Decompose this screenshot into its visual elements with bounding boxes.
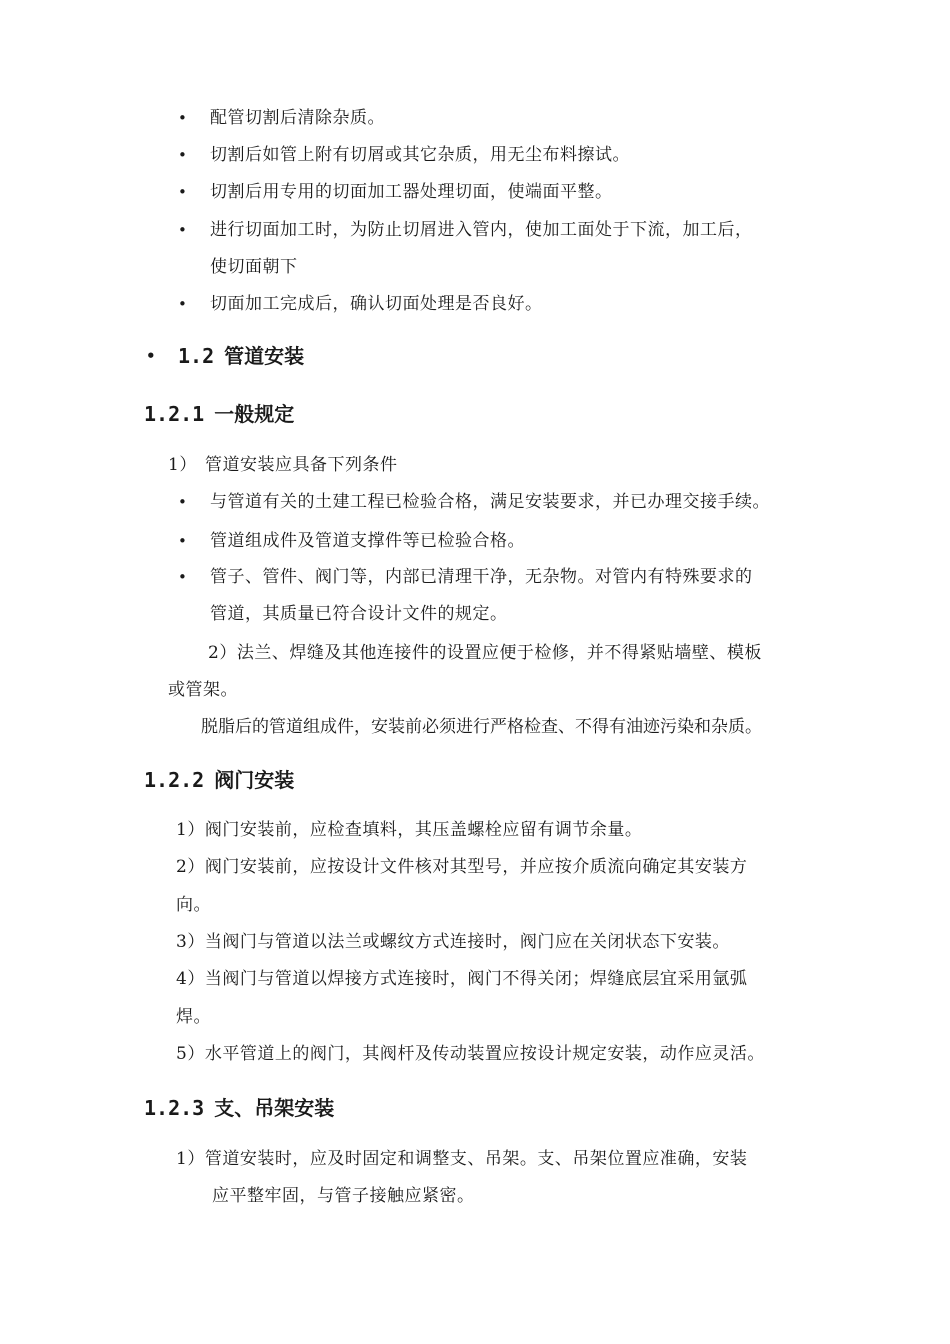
section-heading-1-2 [178,342,304,370]
valve-item-1: 1）阀门安装前，应检查填料，其压盖螺栓应留有调节余量。 [176,820,643,840]
bullet-dot: • [178,532,187,550]
valve-item-2-cont: 向。 [176,895,211,915]
section-heading-1-2-2 [144,766,294,794]
section-number: 1.2 [178,344,215,368]
bullet-text-clean-cont: 管道，其质量已符合设计文件的规定。 [210,604,508,624]
bullet-text-face-process: 切割后用专用的切面加工器处理切面，使端面平整。 [210,182,613,202]
bullet-text-confirm: 切面加工完成后，确认切面处理是否良好。 [210,294,543,314]
bullet-text-clean: 管子、管件、阀门等，内部已清理干净，无杂物。对管内有特殊要求的 [210,567,753,587]
bullet-dot: • [178,183,187,201]
bullet-text-civil: 与管道有关的土建工程已检验合格，满足安装要求，并已办理交接手续。 [210,492,770,512]
paragraph-item2: 2）法兰、焊缝及其他连接件的设置应便于检修，并不得紧贴墙壁、模板 [208,643,762,663]
valve-item-2: 2）阀门安装前，应按设计文件核对其型号，并应按介质流向确定其安装方 [176,857,748,877]
bullet-text-face-machining-cont: 使切面朝下 [210,257,298,277]
valve-item-4: 4）当阀门与管道以焊接方式连接时，阀门不得关闭；焊缝底层宜采用氩弧 [176,969,748,989]
bullet-dot: • [178,221,187,239]
paragraph-degrease: 脱脂后的管道组成件，安装前必须进行严格检查、不得有油迹污染和杂质。 [201,717,762,737]
section-heading-1-2-3 [144,1094,334,1122]
section-title: 管道安装 [224,344,305,368]
bullet-text-components: 管道组成件及管道支撑件等已检验合格。 [210,531,525,551]
bullet-text-cut-clean: 配管切割后清除杂质。 [210,108,385,128]
section-number: 1.2.1 [144,402,205,426]
section-heading-1-2-1 [144,400,294,428]
heading-bullet-dot: • [146,347,156,365]
bullet-dot: • [178,109,187,127]
bullet-dot: • [178,493,187,511]
support-item-1: 1）管道安装时，应及时固定和调整支、吊架。支、吊架位置应准确，安装 [176,1149,748,1169]
valve-item-3: 3）当阀门与管道以法兰或螺纹方式连接时，阀门应在关闭状态下安装。 [176,932,730,952]
paragraph-item2-cont: 或管架。 [168,680,238,700]
list-item-text: 管道安装应具备下列条件 [205,455,398,475]
section-title: 阀门安装 [214,768,295,792]
list-item-label: 1） [168,455,197,475]
bullet-dot: • [178,146,187,164]
valve-item-4-cont: 焊。 [176,1007,211,1027]
bullet-dot: • [178,568,187,586]
section-number: 1.2.2 [144,768,205,792]
section-title: 支、吊架安装 [214,1096,335,1120]
section-title: 一般规定 [214,402,295,426]
valve-item-5: 5）水平管道上的阀门，其阀杆及传动装置应按设计规定安装，动作应灵活。 [176,1044,765,1064]
bullet-text-wipe: 切割后如管上附有切屑或其它杂质，用无尘布料擦试。 [210,145,630,165]
support-item-1-cont: 应平整牢固，与管子接触应紧密。 [212,1186,475,1206]
bullet-dot: • [178,295,187,313]
bullet-text-face-machining: 进行切面加工时，为防止切屑进入管内，使加工面处于下流，加工后， [210,220,753,240]
section-number: 1.2.3 [144,1096,205,1120]
